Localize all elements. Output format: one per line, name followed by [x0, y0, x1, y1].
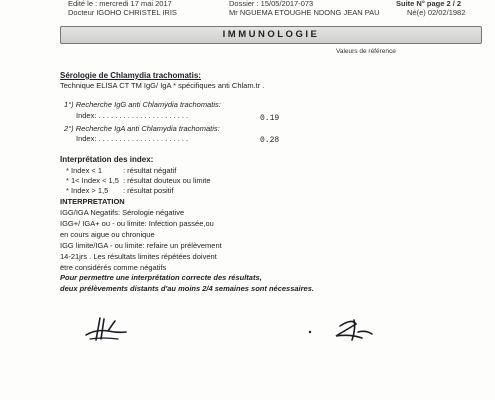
- doctor-name: Docteur IGOHO CHRISTEL IRIS: [68, 8, 177, 17]
- reference-values-label: Valeurs de référence: [336, 48, 396, 55]
- test-index-value: 0.19: [260, 114, 280, 123]
- signature-mark-right: [306, 316, 376, 344]
- patient-name: Mr NGUEMA ETOUGHE NDONG JEAN PAU: [229, 8, 380, 17]
- interpretation-line: IGG+/ IGA+ ou - ou limite: Infection passée,ou: [60, 219, 214, 228]
- test-title: 1°) Recherche IgG anti Chlamydia trachomatis:: [64, 100, 221, 109]
- signature-mark-left: [82, 315, 132, 345]
- index-rule-cond: * Index > 1,5: [66, 186, 109, 195]
- index-interpretation-title: Interprétation des index:: [60, 155, 154, 164]
- index-rule-result: : résultat douteux ou limite: [123, 176, 211, 185]
- edit-date: Edité le : mercredi 17 mai 2017: [68, 0, 172, 8]
- index-rule-cond: * Index < 1: [66, 166, 103, 175]
- index-rule-result: : résultat négatif: [123, 166, 177, 175]
- test-index-label: Index: . . . . . . . . . . . . . . . . . . . . . .: [76, 111, 189, 120]
- index-rule-result: : résultat positif: [123, 186, 174, 195]
- technique-line: Technique ELISA CT TM IgG/ IgA * spécifiques anti Chlam.tr .: [60, 81, 265, 90]
- interpretation-line: 14-21jrs . Les résultats limites répétées doivent: [60, 252, 217, 261]
- test-index-label: Index: . . . . . . . . . . . . . . . . . . . . . .: [76, 134, 189, 143]
- index-rule-cond: * 1< Index < 1,5: [66, 176, 119, 185]
- interpretation-line: en cours aigue ou chronique: [60, 230, 155, 239]
- birth-date: Né(e) 02/02/1982: [407, 8, 466, 17]
- page-number: Suite N° page 2 / 2: [396, 0, 462, 8]
- interpretation-title: INTERPRETATION: [60, 197, 125, 206]
- dossier-number: Dossier : 15/05/2017-073: [229, 0, 314, 8]
- test-index-value: 0.28: [260, 136, 280, 145]
- interpretation-note: deux prélèvements distants d'au moins 2/4 semaines sont nécessaires.: [60, 284, 314, 293]
- test-title: 2°) Recherche IgA anti Chlamydia trachomatis:: [64, 124, 220, 133]
- interpretation-line: IGG limite/IGA - ou limite: refaire un prélèvement: [60, 241, 222, 250]
- interpretation-line: ëtre considérés comme négatifs: [60, 263, 167, 272]
- interpretation-note: Pour permettre une interprétation correcte des résultats,: [60, 273, 262, 282]
- interpretation-line: IGG/IGA Negatifs: Sérologie négative: [60, 208, 185, 217]
- serology-title: Sérologie de Chlamydia trachomatis:: [60, 71, 201, 80]
- section-banner: IMMUNOLOGIE: [60, 26, 482, 44]
